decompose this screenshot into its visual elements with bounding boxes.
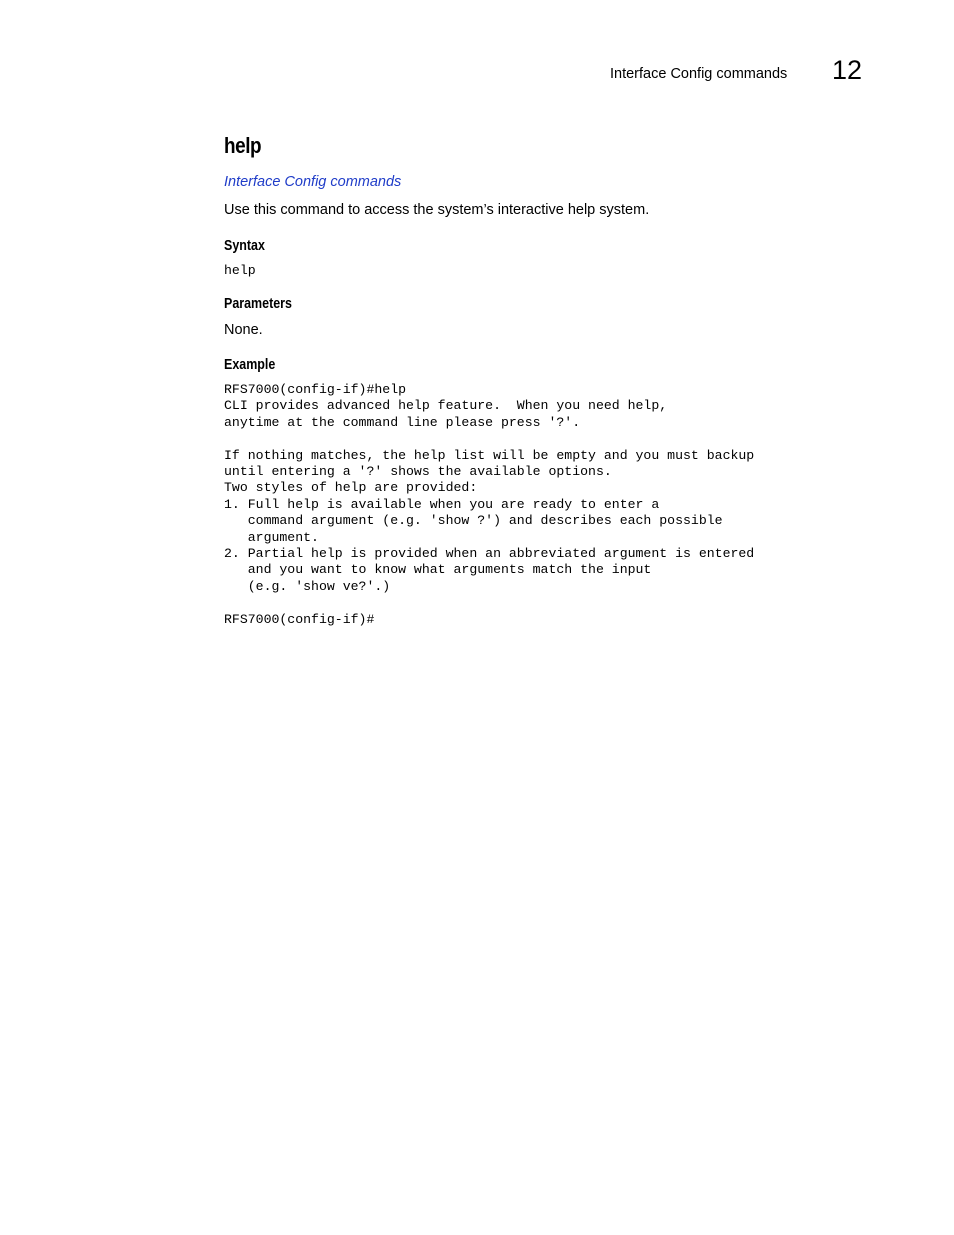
- chapter-number: 12: [832, 55, 863, 85]
- interface-config-commands-link[interactable]: Interface Config commands: [224, 174, 402, 190]
- running-header-title: Interface Config commands: [610, 66, 788, 82]
- syntax-heading: Syntax: [224, 238, 265, 254]
- example-code-block: RFS7000(config-if)#help CLI provides advanced help feature. When you need help, anytime at the command line please press '?'. If nothing matches, the help list will be empty and you must backup until entering a '?' shows the available options. Two styles of help are provided: 1. Full help is available when you are ready to enter a command argument (e.g. 'show ?') and describes each possible argument. 2. Partial help is provided when an abbreviated argument is entered and you want to know what arguments match the input (e.g. 'show ve?'.) RFS7000(config-if)#: [224, 382, 755, 627]
- command-description: Use this command to access the system’s interactive help system.: [224, 202, 650, 218]
- parameters-text: None.: [224, 322, 263, 338]
- page-title: help: [224, 133, 262, 158]
- syntax-code: help: [224, 263, 256, 278]
- example-heading: Example: [224, 357, 276, 373]
- parameters-heading: Parameters: [224, 296, 292, 312]
